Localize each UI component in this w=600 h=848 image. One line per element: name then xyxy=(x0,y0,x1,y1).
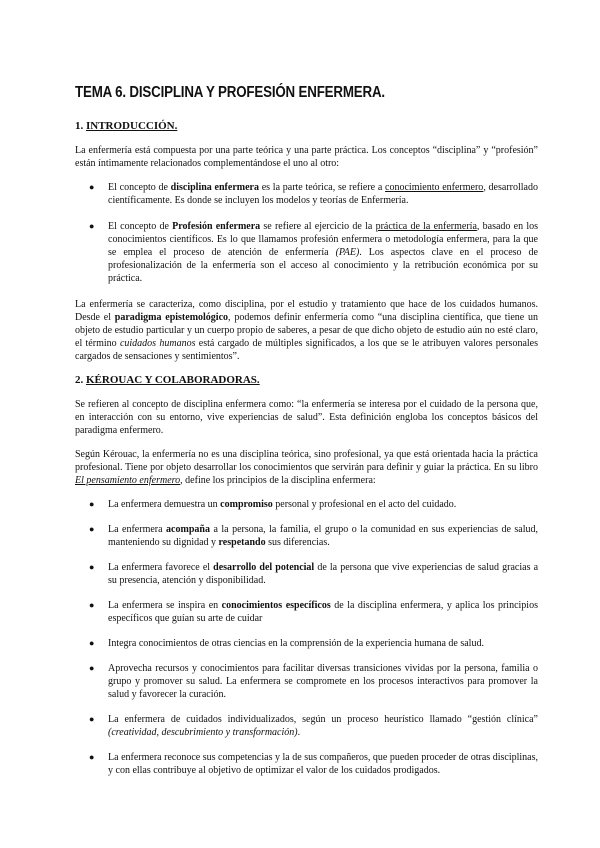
bullet-list-concepts xyxy=(75,181,538,285)
list-item: ● El concepto de disciplina enfermera es la parte teórica, se refiere a conocimiento enfermero, desarrollado científicamente. Es donde se incluyen los modelos y teorías de Enfermería. xyxy=(89,182,538,206)
bullet-icon: ● xyxy=(89,752,95,762)
bullet-icon: ● xyxy=(89,221,95,231)
section-number: 1. xyxy=(75,120,84,132)
list-item: ● Aprovecha recursos y conocimientos para facilitar diversas transiciones vividas por la persona, familia o grupo y promover su salud. La enfermera se compromete en los procesos interactivos para promover la salud y favorecer la curación. xyxy=(89,663,538,700)
underlined-term: conocimiento enfermero xyxy=(385,182,484,193)
section-heading-kerouac xyxy=(75,374,538,386)
list-item: ● La enfermera demuestra un compromiso personal y profesional en el acto del cuidado. xyxy=(89,499,457,510)
list-item: ● La enfermera acompaña a la persona, la familia, el grupo o la comunidad en sus experiencias de salud, manteniendo su dignidad y respetando sus diferencias. xyxy=(89,524,538,548)
paragraph-kerouac: Según Kérouac, la enfermería no es una disciplina teórica, sino profesional, ya que está orientada hacia la práctica profesional. Tiene por objeto desarrollar los conocimientos que servirán para definir y guiar la práctica. En su libro El pensamiento enfermero, define los principios de la disciplina enfermera: xyxy=(75,449,538,486)
section-title: KÉROUAC Y COLABORADORAS. xyxy=(86,374,260,386)
list-item: ● La enfermera favorece el desarrollo del potencial de la persona que vive experiencias de salud gracias a su presencia, atención y disponibilidad. xyxy=(89,562,539,586)
section-title: INTRODUCCIÓN. xyxy=(86,120,178,132)
paragraph-intro: La enfermería está compuesta por una parte teórica y una parte práctica. Los conceptos “disciplina” y “profesión” están íntimamente relacionados complementándose el uno al otro: xyxy=(75,145,538,169)
paragraph-epistemologico: La enfermería se caracteriza, como disciplina, por el estudio y tratamiento que hace de los cuidados humanos. Desde el paradigma epistemológico, podemos definir enfermería como “una disciplina científica, que tiene un objeto de estudio particular y un cuerpo propio de saberes, a pesar de que dicho objeto de estudio aún no esté claro, el término cuidados humanos está cargado de múltiples significados, a los que se le atribuyen valores personales cargados de sensaciones y sentimientos”. xyxy=(75,299,539,362)
bullet-icon: ● xyxy=(89,562,95,572)
page-title: TEMA 6. DISCIPLINA Y PROFESIÓN ENFERMERA. xyxy=(75,84,385,101)
section-heading-introduccion xyxy=(75,120,538,132)
bullet-list-principles xyxy=(75,498,538,777)
bullet-icon: ● xyxy=(89,714,95,724)
list-item: ● El concepto de Profesión enfermera se refiere al ejercicio de la práctica de la enfermería, basado en los conocimientos científicos. Es lo que llamamos profesión enfermera o metodología enfermera, para la que se emplea el proceso de atención de enfermería (PAE). Los aspectos clave en el proceso de profesionalización de la enfermería son el acceso al conocimiento y la retribución económica por su práctica. xyxy=(89,221,538,284)
bullet-icon: ● xyxy=(89,600,95,610)
section-number: 2. xyxy=(75,374,84,386)
paragraph-definition: Se refieren al concepto de disciplina enfermera como: “la enfermería se interesa por el cuidado de la persona que, en interacción con su entorno, vive experiencias de salud”. Esta definición engloba los conceptos básicos del paradigma enfermero. xyxy=(75,399,538,436)
underlined-term: práctica de la enfermería xyxy=(375,221,477,232)
list-item: ● La enfermera reconoce sus competencias y la de sus compañeros, que pueden proceder de otras disciplinas, y con ellas contribuye al objetivo de optimizar el valor de los cuidados prodigados. xyxy=(89,752,538,776)
bullet-icon: ● xyxy=(89,524,95,534)
book-title: El pensamiento enfermero xyxy=(75,475,181,486)
bullet-icon: ● xyxy=(89,499,95,509)
list-item: ● La enfermera de cuidados individualizados, según un proceso heurístico llamado “gestión clínica” (creatividad, descubrimiento y transformación). xyxy=(89,714,538,738)
list-item: ● Integra conocimientos de otras ciencias en la comprensión de la experiencia humana de salud. xyxy=(89,638,484,649)
bullet-icon: ● xyxy=(89,663,95,673)
list-item: ● La enfermera se inspira en conocimientos específicos de la disciplina enfermera, y aplica los principios específicos que guían su arte de cuidar xyxy=(89,600,538,624)
bullet-icon: ● xyxy=(89,638,95,648)
bullet-icon: ● xyxy=(89,182,95,192)
